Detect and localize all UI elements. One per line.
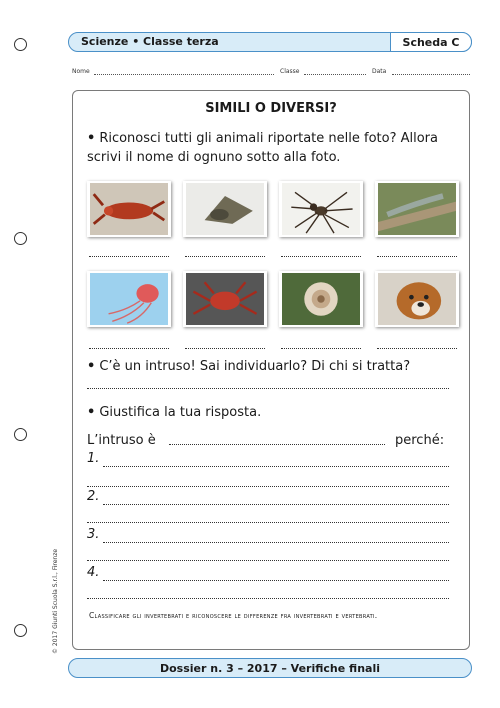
class-label: Classe	[280, 68, 300, 75]
reason-line-2b[interactable]	[87, 521, 449, 523]
date-field[interactable]	[392, 68, 470, 75]
answer-line-7[interactable]	[281, 347, 361, 349]
intruder-name-field[interactable]	[169, 443, 385, 445]
reason-line-1a[interactable]	[103, 465, 449, 467]
reason-line-1b[interactable]	[87, 485, 449, 487]
worksheet-title: SIMILI O DIVERSI?	[205, 101, 337, 116]
photo-jellyfish	[87, 271, 171, 327]
answer-line-6[interactable]	[185, 347, 265, 349]
intruder-answer-line[interactable]	[87, 387, 449, 389]
footer-bar: Dossier n. 3 – 2017 – Verifiche finali	[68, 658, 472, 678]
reason-number-2: 2.	[87, 489, 100, 504]
binder-hole-upper	[14, 232, 27, 245]
photo-crayfish	[87, 181, 171, 237]
reason-line-4b[interactable]	[87, 597, 449, 599]
answer-line-4[interactable]	[377, 255, 457, 257]
answer-line-8[interactable]	[377, 347, 457, 349]
answer-line-2[interactable]	[185, 255, 265, 257]
photo-puppy	[375, 271, 459, 327]
binder-hole-top	[14, 38, 27, 51]
bullet-icon: •	[87, 359, 96, 374]
reason-number-1: 1.	[87, 451, 100, 466]
reason-line-2a[interactable]	[103, 503, 449, 505]
bullet-icon: •	[87, 131, 96, 146]
photo-spider	[279, 181, 363, 237]
reason-line-3b[interactable]	[87, 559, 449, 561]
photo-lizard	[375, 181, 459, 237]
subject-title: Scienze • Classe terza	[81, 35, 219, 48]
photo-moth	[183, 181, 267, 237]
photo-crab	[183, 271, 267, 327]
copyright-notice: © 2017 Giunti Scuola S.r.l., Firenze	[52, 548, 59, 654]
reason-line-3a[interactable]	[103, 541, 449, 543]
reason-number-3: 3.	[87, 527, 100, 542]
question-2: • C’è un intruso! Sai individuarlo? Di chi si tratta?	[87, 359, 411, 374]
question-3: • Giustifica la tua risposta.	[87, 405, 262, 420]
info-row	[72, 68, 472, 78]
answer-line-3[interactable]	[281, 255, 361, 257]
reason-line-4a[interactable]	[103, 579, 449, 581]
name-field[interactable]	[94, 68, 274, 75]
question-1: • Riconosci tutti gli animali riportate nelle foto? Allora scrivi il nome di ognuno sotto alla foto.	[87, 131, 438, 165]
learning-objective: Classificare gli invertebrati e riconoscere le differenze fra invertebrati e vertebrati.	[89, 611, 378, 620]
date-label: Data	[372, 68, 387, 75]
intruder-sentence: L’intruso è	[87, 433, 156, 448]
bullet-icon: •	[87, 405, 96, 420]
answer-line-5[interactable]	[89, 347, 169, 349]
worksheet-tab: Scheda C	[390, 32, 472, 52]
answer-line-1[interactable]	[89, 255, 169, 257]
photo-snail	[279, 271, 363, 327]
intruder-because: perché:	[395, 433, 445, 448]
header-bar	[68, 32, 472, 52]
binder-hole-bottom	[14, 624, 27, 637]
reason-number-4: 4.	[87, 565, 100, 580]
class-field[interactable]	[304, 68, 366, 75]
binder-hole-lower	[14, 428, 27, 441]
worksheet-box	[72, 90, 470, 650]
name-label: Nome	[72, 68, 90, 75]
